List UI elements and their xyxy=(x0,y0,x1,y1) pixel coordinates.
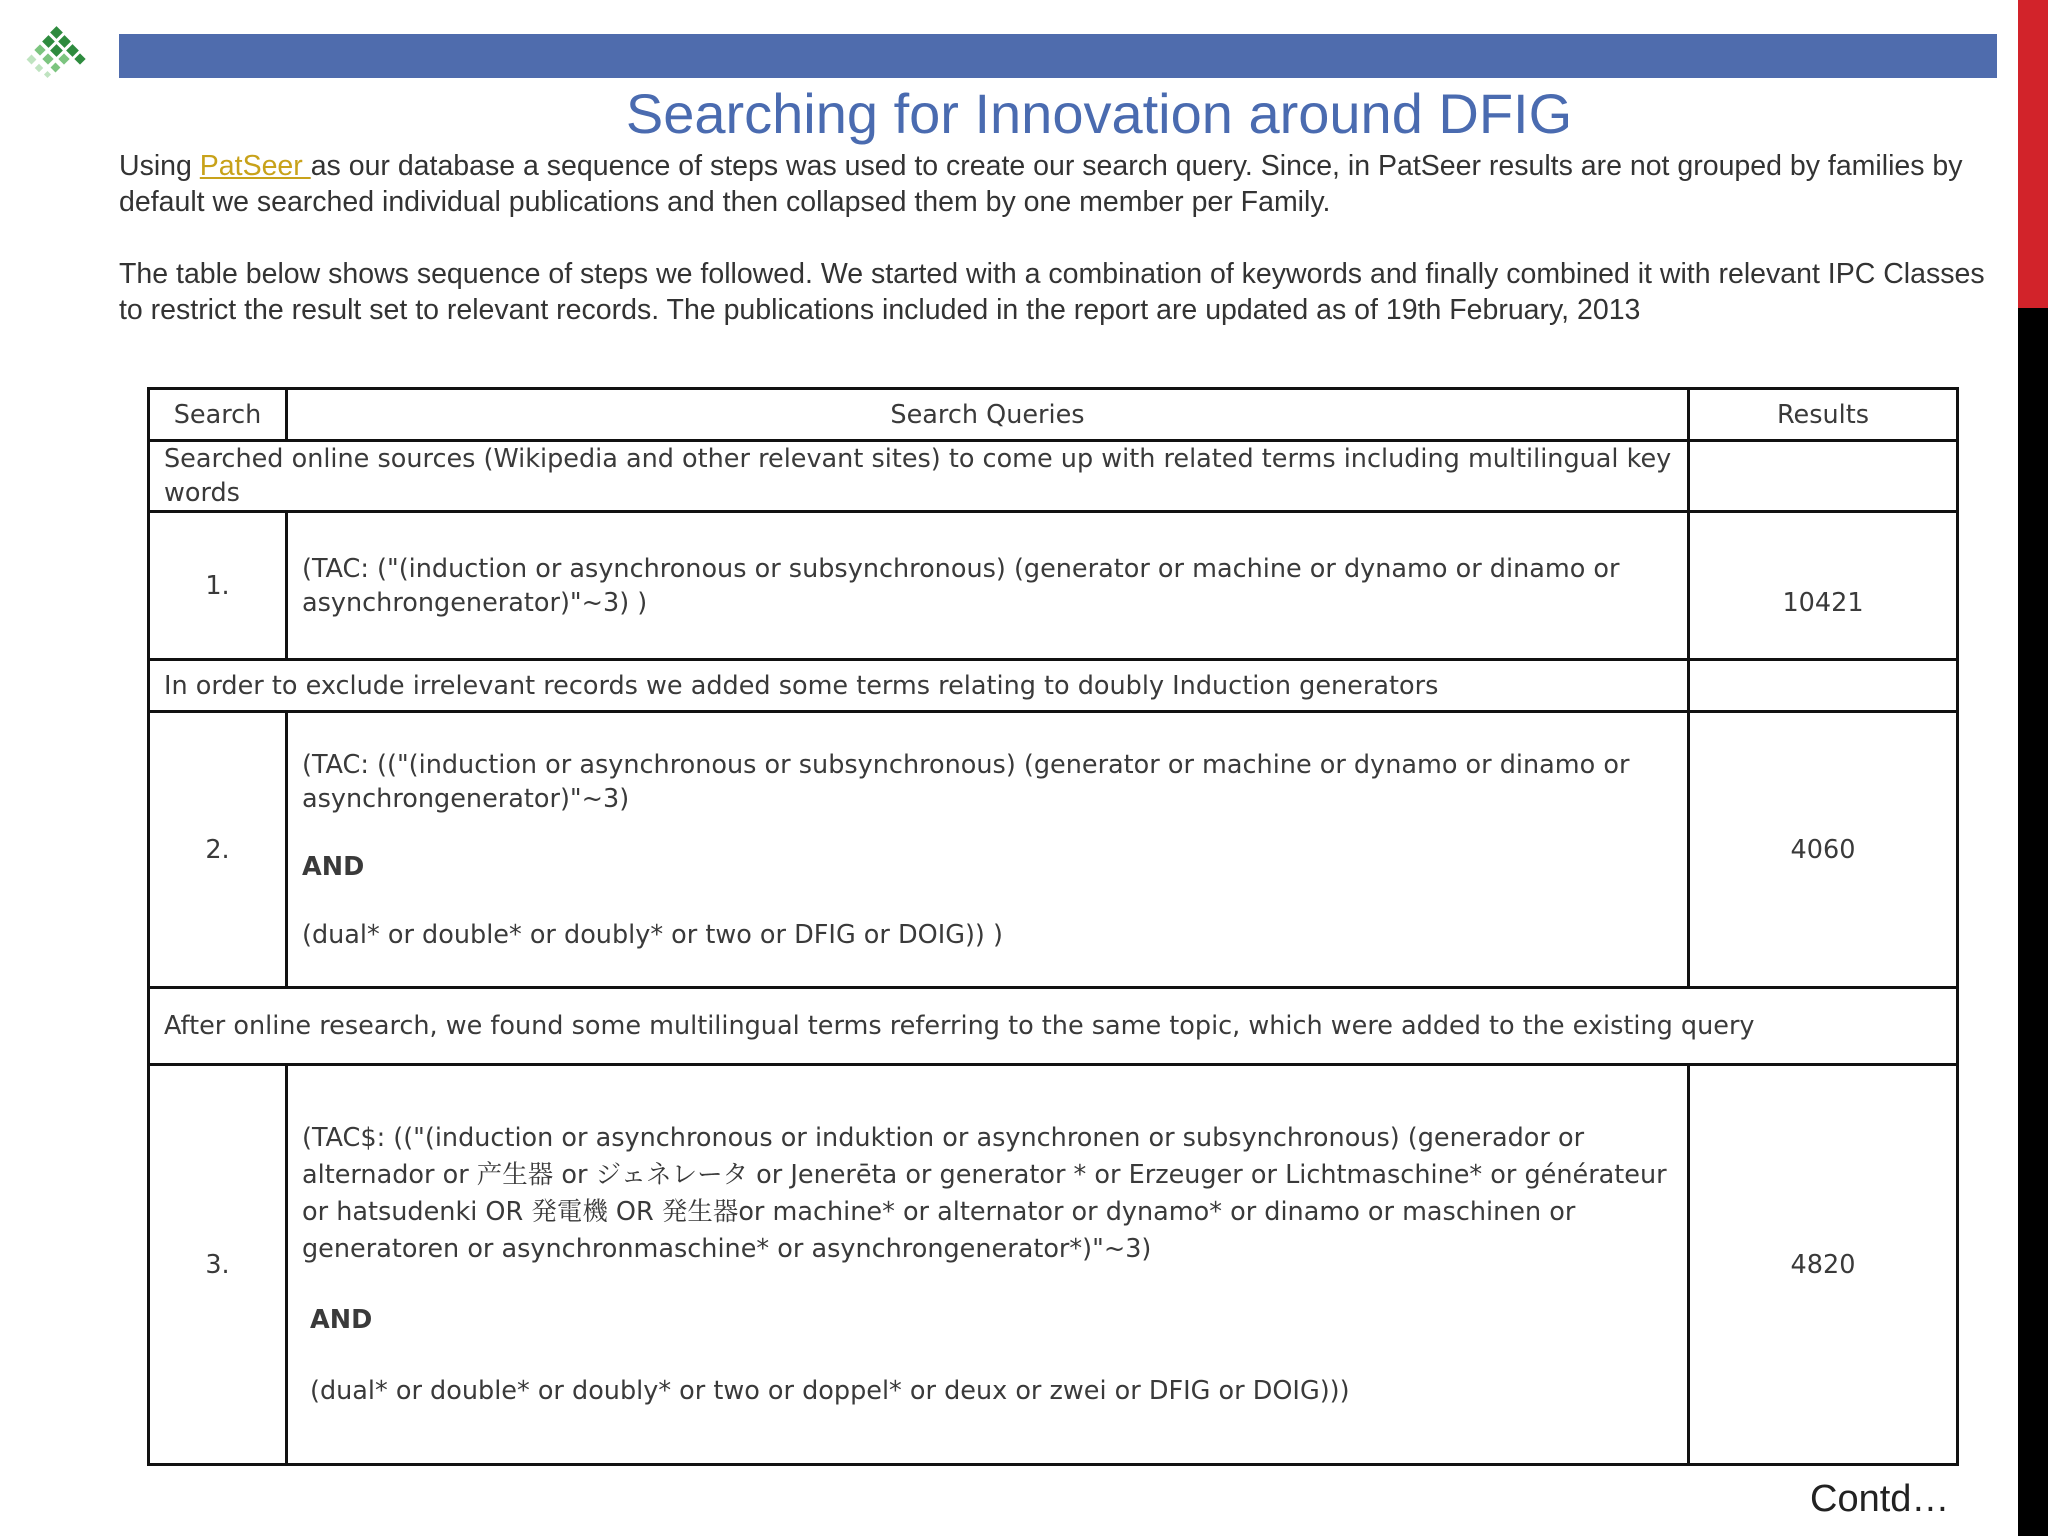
note-text: In order to exclude irrelevant records we added some terms relating to doubly Induction generators xyxy=(149,660,1689,712)
step-number: 3. xyxy=(149,1065,287,1465)
search-query xyxy=(287,1065,1689,1465)
and-operator: AND xyxy=(302,851,365,882)
method-paragraph: The table below shows sequence of steps we followed. We started with a combination of keywords and finally combined it with relevant IPC Classes to restrict the result set to relevant records. The publications included in the report are updated as of 19th February, 2013 xyxy=(119,258,1985,326)
company-logo xyxy=(18,26,92,82)
note-result-empty xyxy=(1689,441,1958,512)
result-count: 10421 xyxy=(1689,512,1958,660)
note-result-empty xyxy=(1689,660,1958,712)
note-text: After online research, we found some multilingual terms referring to the same topic, which were added to the existing query xyxy=(149,988,1958,1065)
table-row xyxy=(149,712,1958,988)
continued-label: Contd… xyxy=(1810,1478,1950,1520)
slide-title: Searching for Innovation around DFIG xyxy=(625,82,1573,145)
query-part-a: (TAC: (("(induction or asynchronous or subsynchronous) (generator or machine or dynamo or dinamo or asynchrongenerator)"~3) xyxy=(302,749,1630,814)
header-bar xyxy=(119,34,1997,78)
side-bar-red xyxy=(2018,0,2048,308)
step-number: 1. xyxy=(149,512,287,660)
intro-paragraph: Using PatSeer as our database a sequence of steps was used to create our search query. Since, in PatSeer results are not grouped by families by default we searched individual publications and then collapsed them by one member per Family. xyxy=(119,150,1963,218)
table-row xyxy=(149,1065,1958,1465)
query-part-b: (dual* or double* or doubly* or two or DFIG or DOIG)) ) xyxy=(302,919,1003,950)
and-operator: AND xyxy=(310,1304,373,1335)
step-number: 2. xyxy=(149,712,287,988)
header-search: Search xyxy=(149,389,287,441)
note-text: Searched online sources (Wikipedia and other relevant sites) to come up with related terms including multilingual key words xyxy=(149,441,1689,512)
header-results: Results xyxy=(1689,389,1958,441)
result-count: 4820 xyxy=(1689,1065,1958,1465)
note-row xyxy=(149,441,1958,512)
note-row xyxy=(149,660,1958,712)
query-part-a: (TAC$: (("(induction or asynchronous or induktion or asynchronen or subsynchronous) (generador or alternador or 产生器 or ジェネレータ or Jenerēta or generator * or Erzeuger or Lichtmaschine* or générateur or hatsudenki OR 発電機 OR 発生器or machine* or alternator or dynamo* or dinamo or maschinen or generatoren or asynchronmaschine* or asynchrongenerator*)"~3) xyxy=(302,1122,1667,1264)
search-steps-table xyxy=(147,387,1959,1466)
search-query xyxy=(287,712,1689,988)
query-part-b: (dual* or double* or doubly* or two or doppel* or deux or zwei or DFIG or DOIG))) xyxy=(310,1375,1350,1406)
patseer-link[interactable]: PatSeer xyxy=(199,150,311,182)
note-row xyxy=(149,988,1958,1065)
table-header-row xyxy=(149,389,1958,441)
header-search-queries: Search Queries xyxy=(287,389,1689,441)
result-count: 4060 xyxy=(1689,712,1958,988)
table-row xyxy=(149,512,1958,660)
search-query: (TAC: ("(induction or asynchronous or subsynchronous) (generator or machine or dynamo or dinamo or asynchrongenerator)"~3) ) xyxy=(287,512,1689,660)
